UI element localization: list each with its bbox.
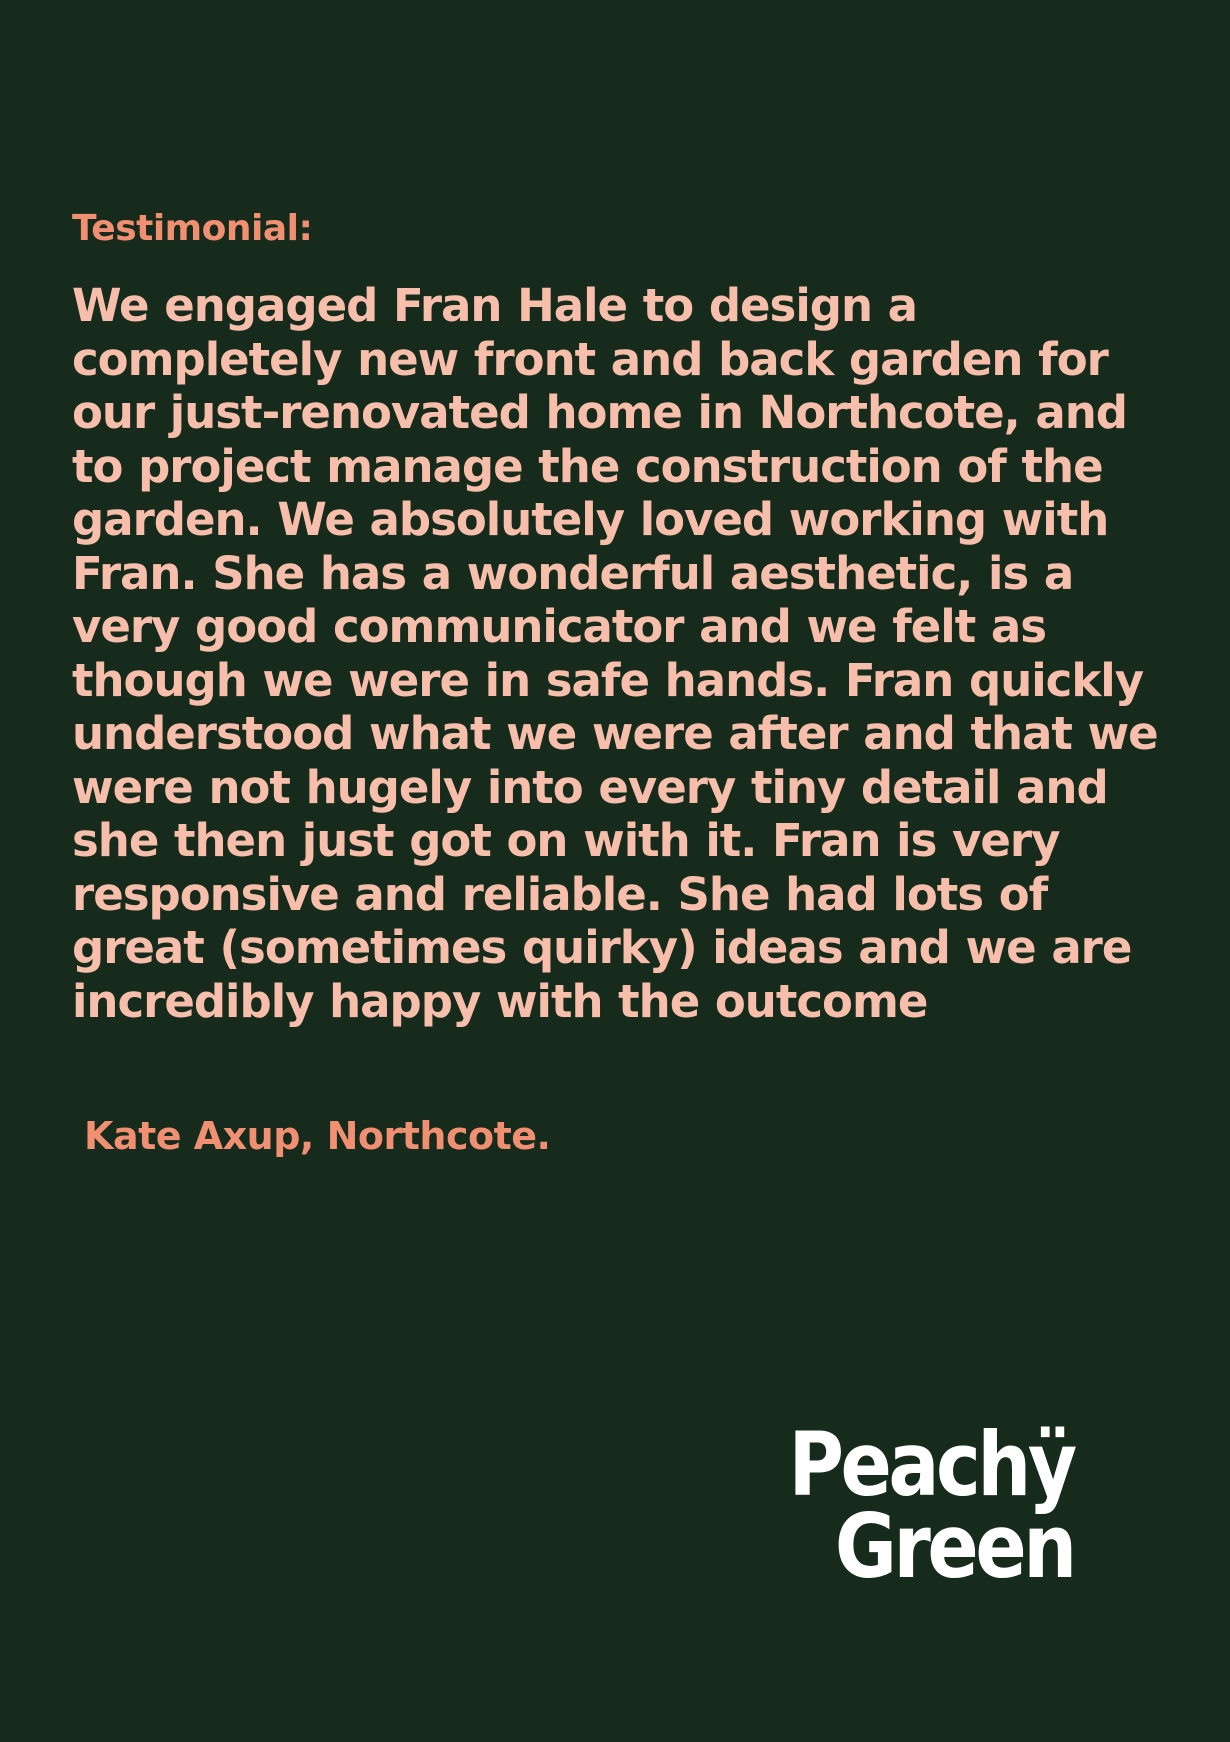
testimonial-label: Testimonial: [72,208,313,249]
logo-line-green: Green [835,1495,1074,1598]
testimonial-quote: We engaged Fran Hale to design a completely new front and back garden for our just-renovated home in Northcote, and to project manage the construction of the garden. We absolutely loved working with Fran. She has a wonderful aesthetic, is a very good communicator and we felt as though we were in safe hands. Fran quickly understood what we were after and that we were not hugely into every tiny detail and she then just got on with it. Fran is very responsive and reliable. She had lots of great (sometimes quirky) ideas and we are incredibly happy with the outcome [72,279,1158,1028]
testimonial-author: Kate Axup, Northcote. [84,1114,551,1158]
logo-line-peachy: Peachÿ [788,1413,1074,1516]
brand-logo [780,1413,1080,1603]
